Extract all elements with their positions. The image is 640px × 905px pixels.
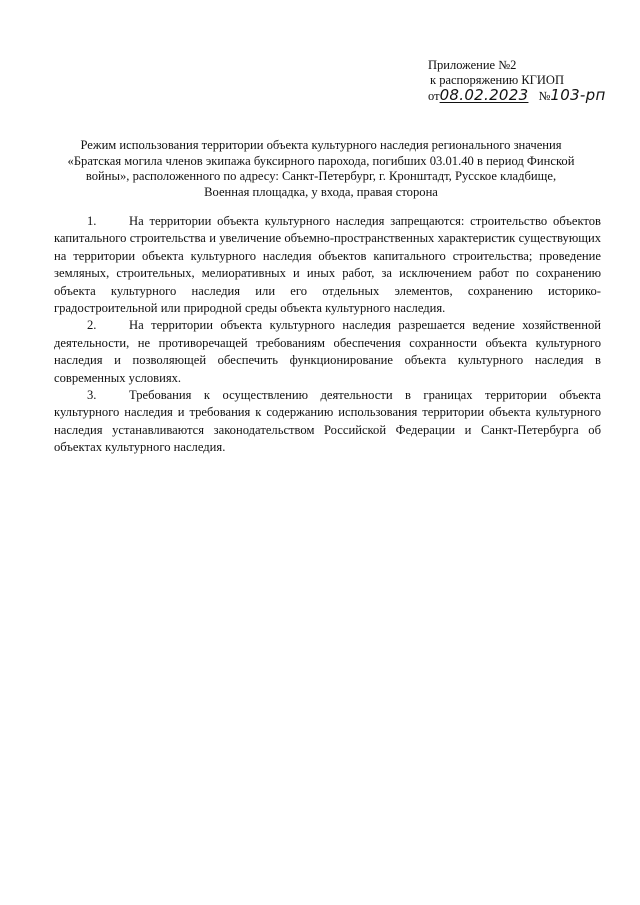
appendix-label: Приложение №2 [428, 58, 517, 72]
number-sign: № [538, 89, 551, 103]
paragraph-text: На территории объекта культурного наследия запрещаются: строительство объектов капитального строительства и увеличение объемно-пространственных характеристик существующих на территории объекта культурного наследия объектов капитального строительства; проведение земляных, строительных, мелиоративных и иных работ, за исключением работ по сохранению объекта культурного наследия или его отдельных элементов, сохранению историко-градостроительной или природной среды объекта культурного наследия. [54, 214, 601, 316]
paragraph-3 [54, 387, 601, 457]
title-line: войны», расположенного по адресу: Санкт-Петербург, г. Кронштадт, Русское кладбище, [85, 169, 557, 184]
title-line: «Братская могила членов экипажа буксирного парохода, погибших 03.01.40 в период Финской [67, 153, 575, 168]
order-date-number [428, 88, 628, 104]
paragraph-1 [54, 213, 601, 317]
paragraph-text: Требования к осуществлению деятельности в границах территории объекта культурного наследия и требования к содержанию использования территории объекта культурного наследия устанавливаются законодательством Российской Федерации и Санкт-Петербурга об объектах культурного наследия. [54, 388, 601, 455]
document-body [54, 213, 601, 457]
paragraph-2 [54, 317, 601, 387]
paragraph-number: 3. [87, 388, 97, 403]
title-line: Режим использования территории объекта культурного наследия регионального значения [80, 138, 562, 152]
date-prefix: от [428, 89, 440, 103]
handwritten-order-number: 103-рп [550, 86, 606, 104]
paragraph-number: 1. [87, 214, 97, 228]
title-line: Военная площадка, у входа, правая сторона [204, 184, 438, 199]
appendix-header [428, 58, 628, 104]
paragraph-number: 2. [87, 318, 97, 333]
order-reference: к распоряжению КГИОП [430, 73, 564, 87]
paragraph-text: На территории объекта культурного наследия разрешается ведение хозяйственной деятельности, не противоречащей требованиям обеспечения сохранности объекта культурного наследия и позволяющей обеспечить функционирование объекта культурного наследия в современных условиях. [54, 318, 601, 385]
handwritten-date: 08.02.2023 [439, 86, 529, 104]
document-title [56, 138, 586, 200]
